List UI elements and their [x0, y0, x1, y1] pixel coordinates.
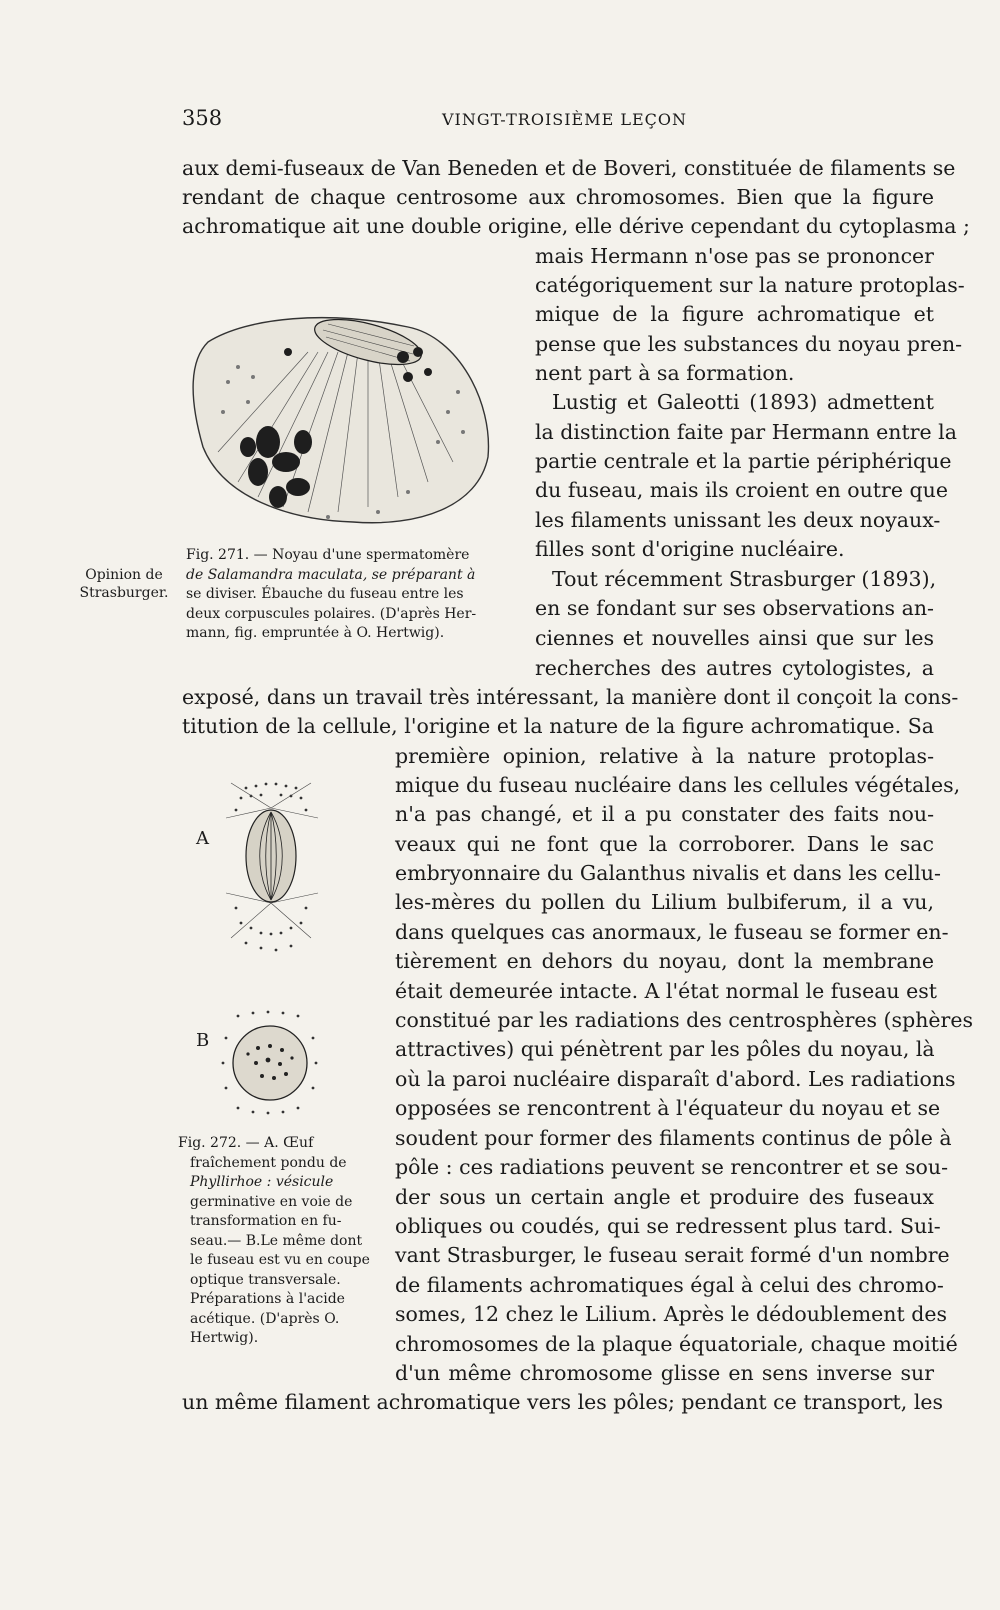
margin-note	[78, 566, 170, 602]
body-text-line: somes, 12 chez le Lilium. Après le dédoublement des	[395, 1302, 948, 1326]
body-text-line: recherches des autres cytologistes, a	[535, 656, 934, 680]
caption-line: Fig. 271. — Noyau d'une spermatomère	[186, 547, 470, 563]
body-text-line: de filaments achromatiques égal à celui des chromo-	[395, 1273, 944, 1297]
body-text-line: les-mères du pollen du Lilium bulbiferum, il a vu,	[395, 890, 934, 914]
figure-272b-illustration	[218, 1008, 322, 1118]
running-title: VINGT-TROISIÈME LEÇON	[442, 110, 688, 129]
body-text-line: exposé, dans un travail très intéressant, la manière dont il conçoit la cons-	[182, 685, 959, 709]
caption-line: le fuseau est vu en coupe	[190, 1252, 370, 1268]
body-text-line: n'a pas changé, et il a pu constater des faits nou-	[395, 802, 934, 826]
margin-note-line: Strasburger.	[79, 585, 169, 601]
body-text-line: titution de la cellule, l'origine et la nature de la figure achromatique. Sa	[182, 714, 934, 738]
caption-line: optique transversale.	[190, 1271, 341, 1288]
body-text-line: dans quelques cas anormaux, le fuseau se former en-	[395, 920, 949, 944]
body-text-line: filles sont d'origine nucléaire.	[535, 537, 845, 561]
body-text-line: première opinion, relative à la nature protoplas-	[395, 744, 934, 768]
page-header	[182, 106, 934, 136]
caption-line: acétique. (D'après O.	[190, 1310, 340, 1327]
body-text-line: vant Strasburger, le fuseau serait formé d'un nombre	[395, 1243, 950, 1267]
body-text-line: mais Hermann n'ose pas se prononcer	[535, 244, 934, 268]
body-text-line: ciennes et nouvelles ainsi que sur les	[535, 626, 934, 650]
body-text-line: soudent pour former des filaments continus de pôle à	[395, 1126, 952, 1150]
figure-272-label-b: B	[196, 1030, 210, 1051]
body-text-line: der sous un certain angle et produire des fuseaux	[395, 1185, 934, 1209]
body-text-line: obliques ou coudés, qui se redressent plus tard. Sui-	[395, 1214, 941, 1238]
body-text-line: constitué par les radiations des centrosphères (sphères	[395, 1008, 973, 1032]
caption-line: Préparations à l'acide	[190, 1291, 345, 1307]
body-text-line: Tout récemment Strasburger (1893),	[552, 567, 937, 591]
caption-line: germinative en voie de	[190, 1193, 353, 1210]
body-text-line: catégoriquement sur la nature protoplas-	[535, 273, 965, 297]
body-text-line: la distinction faite par Hermann entre la	[535, 420, 957, 444]
caption-line: seau.— B.Le même dont	[190, 1232, 363, 1249]
body-text-line: était demeurée intacte. A l'état normal le fuseau est	[395, 979, 938, 1003]
body-text-line: opposées se rencontrent à l'équateur du noyau et se	[395, 1096, 941, 1120]
body-text-line: partie centrale et la partie périphérique	[535, 449, 952, 473]
body-text-line: du fuseau, mais ils croient en outre que	[535, 478, 948, 502]
margin-note-line: Opinion de	[85, 567, 163, 583]
caption-line: se diviser. Ébauche du fuseau entre les	[186, 586, 464, 602]
caption-line: fraîchement pondu de	[190, 1154, 347, 1171]
body-text-line: en se fondant sur ses observations an-	[535, 596, 934, 620]
body-text-line: les filaments unissant les deux noyaux-	[535, 508, 941, 532]
body-text-line: mique du fuseau nucléaire dans les cellules végétales,	[395, 773, 961, 797]
caption-line: Fig. 272. — A. Œuf	[178, 1135, 314, 1151]
body-text-line: pôle : ces radiations peuvent se rencontrer et se sou-	[395, 1155, 949, 1179]
body-text-line: embryonnaire du Galanthus nivalis et dans les cellu-	[395, 861, 941, 885]
figure-271-illustration	[178, 282, 508, 542]
body-text-line: veaux qui ne font que la corroborer. Dans le sac	[395, 832, 934, 856]
caption-line: Hertwig).	[190, 1330, 259, 1346]
figure-272-caption	[178, 1134, 370, 1349]
body-text-line: Lustig et Galeotti (1893) admettent	[552, 390, 934, 414]
body-text-line: rendant de chaque centrosome aux chromosomes. Bien que la figure	[182, 185, 934, 209]
caption-line: transformation en fu-	[190, 1213, 342, 1229]
caption-line: deux corpuscules polaires. (D'après Her-	[186, 605, 477, 622]
figure-272-label-a: A	[196, 828, 209, 849]
body-text-line: attractives) qui pénètrent par les pôles du noyau, là	[395, 1037, 935, 1061]
body-text-line: un même filament achromatique vers les pôles; pendant ce transport, les	[182, 1390, 944, 1414]
body-text-line: chromosomes de la plaque équatoriale, chaque moitié	[395, 1332, 958, 1356]
body-text-line: aux demi-fuseaux de Van Beneden et de Boveri, constituée de filaments se	[182, 156, 956, 180]
caption-line: mann, fig. empruntée à O. Hertwig).	[186, 625, 445, 641]
body-text-line: mique de la figure achromatique et	[535, 302, 934, 326]
body-text-line: où la paroi nucléaire disparaît d'abord. Les radiations	[395, 1067, 956, 1091]
body-text-line: tièrement en dehors du noyau, dont la membrane	[395, 949, 934, 973]
caption-line: Phyllirhoe : vésicule	[190, 1174, 334, 1190]
page-number: 358	[182, 106, 223, 130]
caption-line: de Salamandra maculata, se préparant à	[186, 566, 476, 583]
body-text-line: d'un même chromosome glisse en sens inverse sur	[395, 1361, 934, 1385]
body-text-line: achromatique ait une double origine, elle dérive cependant du cytoplasma ;	[182, 214, 970, 238]
figure-271-caption	[186, 546, 476, 644]
figure-272a-illustration	[226, 778, 322, 958]
body-text-line: pense que les substances du noyau pren-	[535, 332, 963, 356]
body-text-line: nent part à sa formation.	[535, 361, 795, 385]
